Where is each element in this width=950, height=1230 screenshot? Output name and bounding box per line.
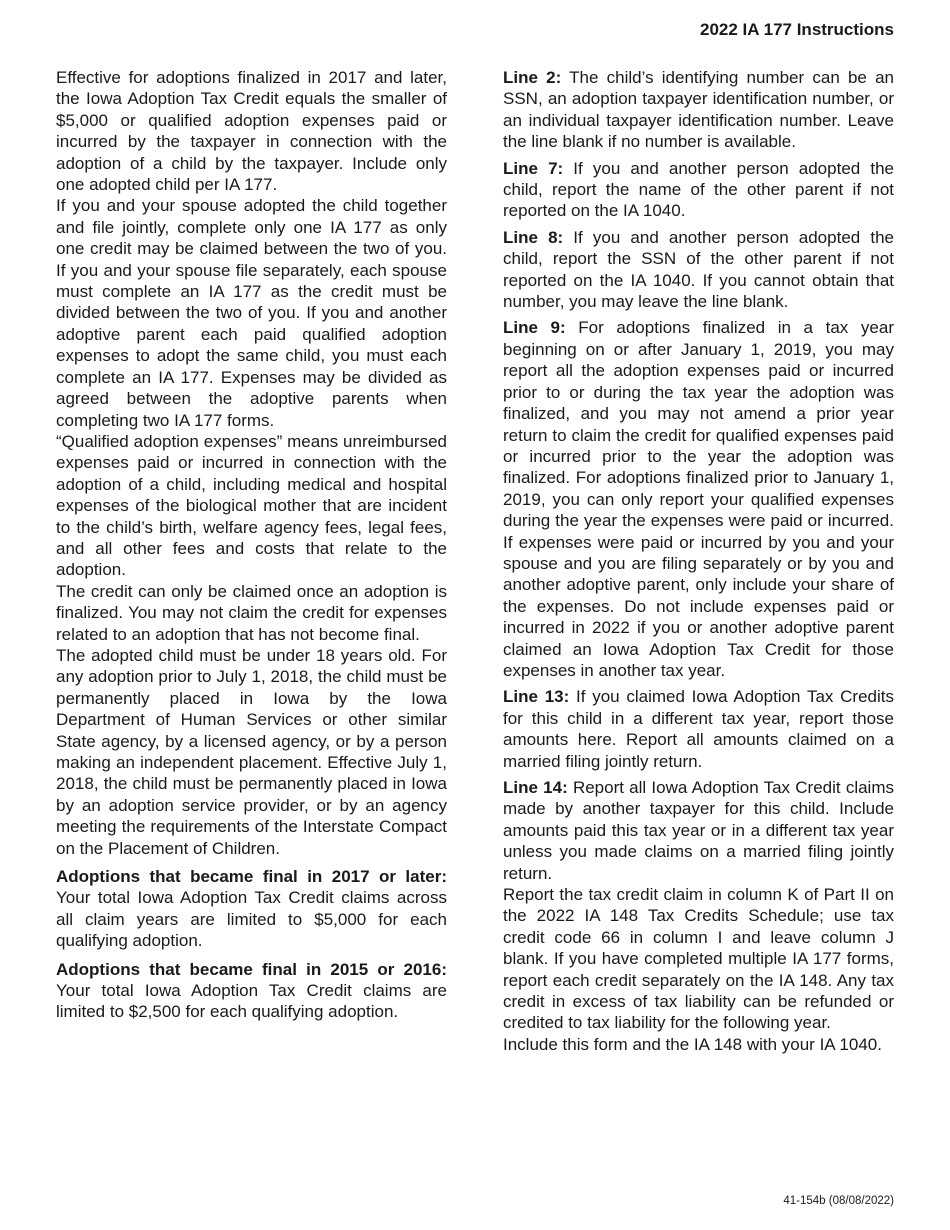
line-9-paragraph xyxy=(503,317,894,681)
qualified-expenses-paragraph: “Qualified adoption expenses” means unreimbursed expenses paid or incurred in connection with the adoption of a child, including medical and hospital expenses of the biological mother that are incident to the child’s birth, welfare agency fees, legal fees, and all other fees and costs that relate to the adoption. xyxy=(56,431,447,580)
line-14-label: Line 14: xyxy=(503,778,568,797)
line-8-text: If you and another person adopted the child, report the SSN of the other parent if not reported on the IA 1040. If you cannot obtain that number, you may leave the line blank. xyxy=(503,227,894,312)
adoptions-2017-heading-paragraph xyxy=(56,866,447,952)
line-9-label: Line 9: xyxy=(503,318,566,338)
line-14-text: Report all Iowa Adoption Tax Credit claims made by another taxpayer for this child. Include amounts paid this tax year or in a different tax year unless you made claims on a married filing jointly return. xyxy=(503,778,894,883)
form-code: 41-154b (08/08/2022) xyxy=(783,1195,894,1207)
line-14-paragraph xyxy=(503,777,894,884)
line-7-text: If you and another person adopted the child, report the name of the other parent if not reported on the IA 1040. xyxy=(503,158,894,221)
line-7-paragraph xyxy=(503,158,894,222)
adoptions-2017-text: Your total Iowa Adoption Tax Credit claims across all claim years are limited to $5,000 for each qualifying adoption. xyxy=(56,888,447,951)
include-form-paragraph: Include this form and the IA 148 with your IA 1040. xyxy=(503,1034,882,1054)
line-7-label: Line 7: xyxy=(503,158,564,178)
line-2-text: The child’s identifying number can be an SSN, an adoption taxpayer identification number, or an individual taxpayer identification number. Leave the line blank if no number is available. xyxy=(503,68,894,152)
adoptions-2015-heading-paragraph xyxy=(56,959,447,1023)
page-title: 2022 IA 177 Instructions xyxy=(699,20,894,39)
line-8-label: Line 8: xyxy=(503,227,564,247)
spouse-paragraph: If you and your spouse adopted the child together and file jointly, complete only one IA 177 as only one credit may be claimed between the two of you. If you and your spouse file separately, each spouse must complete an IA 177 as the credit must be divided between the two of you. If you and another adoptive parent each paid qualified adoption expenses to adopt the same child, you must each complete an IA 177. Expenses may be divided as agreed between the adoptive parents when completing two IA 177 forms. xyxy=(56,196,447,430)
adopted-child-paragraph: The adopted child must be under 18 years old. For any adoption prior to July 1, 2018, the child must be permanently placed in Iowa by the Iowa Department of Human Services or other similar State agency, by a licensed agency, or by a person making an independent placement. Effective July 1, 2018, the child must be permanently placed in Iowa by an adoption service provider, or by an agency meeting the requirements of the Interstate Compact on the Placement of Children. xyxy=(56,645,447,858)
line-8-paragraph xyxy=(503,227,894,313)
line-13-text: If you claimed Iowa Adoption Tax Credits for this child in a different tax year, report those amounts here. Report all amounts claimed on a married filing jointly return. xyxy=(503,687,894,771)
line-9-text: For adoptions finalized in a tax year beginning on or after January 1, 2019, you may report all the adoption expenses paid or incurred prior to or during the tax year the adoption was finalized, and you may not amend a prior year return to claim the credit for qualified expenses paid or incurred prior to the year the adoption was finalized. For adoptions finalized prior to January 1, 2019, you can only report your qualified expenses during the year the expenses were paid or incurred. If expenses were paid or incurred by you and your spouse and you are filing separately or by you and another adoptive parent, only include your share of the expenses. Do not include expenses paid or incurred in 2022 if you or another adoptive parent claimed an Iowa Adoption Tax Credit for those expenses in another tax year. xyxy=(503,318,894,680)
line-2-paragraph xyxy=(503,67,894,153)
adoptions-2017-heading: Adoptions that became final in 2017 or later: xyxy=(56,867,447,887)
left-column xyxy=(56,67,447,1023)
credit-definition-paragraph: Effective for adoptions finalized in 2017 and later, the Iowa Adoption Tax Credit equals the smaller of $5,000 or qualified adoption expenses paid or incurred by the taxpayer in connection with the adoption of a child by the taxpayer. Include only one adopted child per IA 177. xyxy=(56,68,447,195)
adoptions-2015-text: Your total Iowa Adoption Tax Credit claims are limited to $2,500 for each qualifying adoption. xyxy=(56,981,447,1022)
adoptions-2015-heading: Adoptions that became final in 2015 or 2016: xyxy=(56,959,447,979)
right-column xyxy=(503,67,894,1055)
finalized-paragraph: The credit can only be claimed once an adoption is finalized. You may not claim the credit for expenses related to an adoption that has not become final. xyxy=(56,581,447,644)
line-13-paragraph xyxy=(503,686,894,772)
line-13-label: Line 13: xyxy=(503,687,570,707)
report-credit-paragraph: Report the tax credit claim in column K of Part II on the 2022 IA 148 Tax Credits Schedule; use tax credit code 66 in column I and leave column J blank. If you have completed multiple IA 177 forms, report each credit separately on the IA 148. Any tax credit in excess of tax liability can be refunded or credited to tax liability for the following year. xyxy=(503,885,894,1033)
line-2-label: Line 2: xyxy=(503,68,562,87)
